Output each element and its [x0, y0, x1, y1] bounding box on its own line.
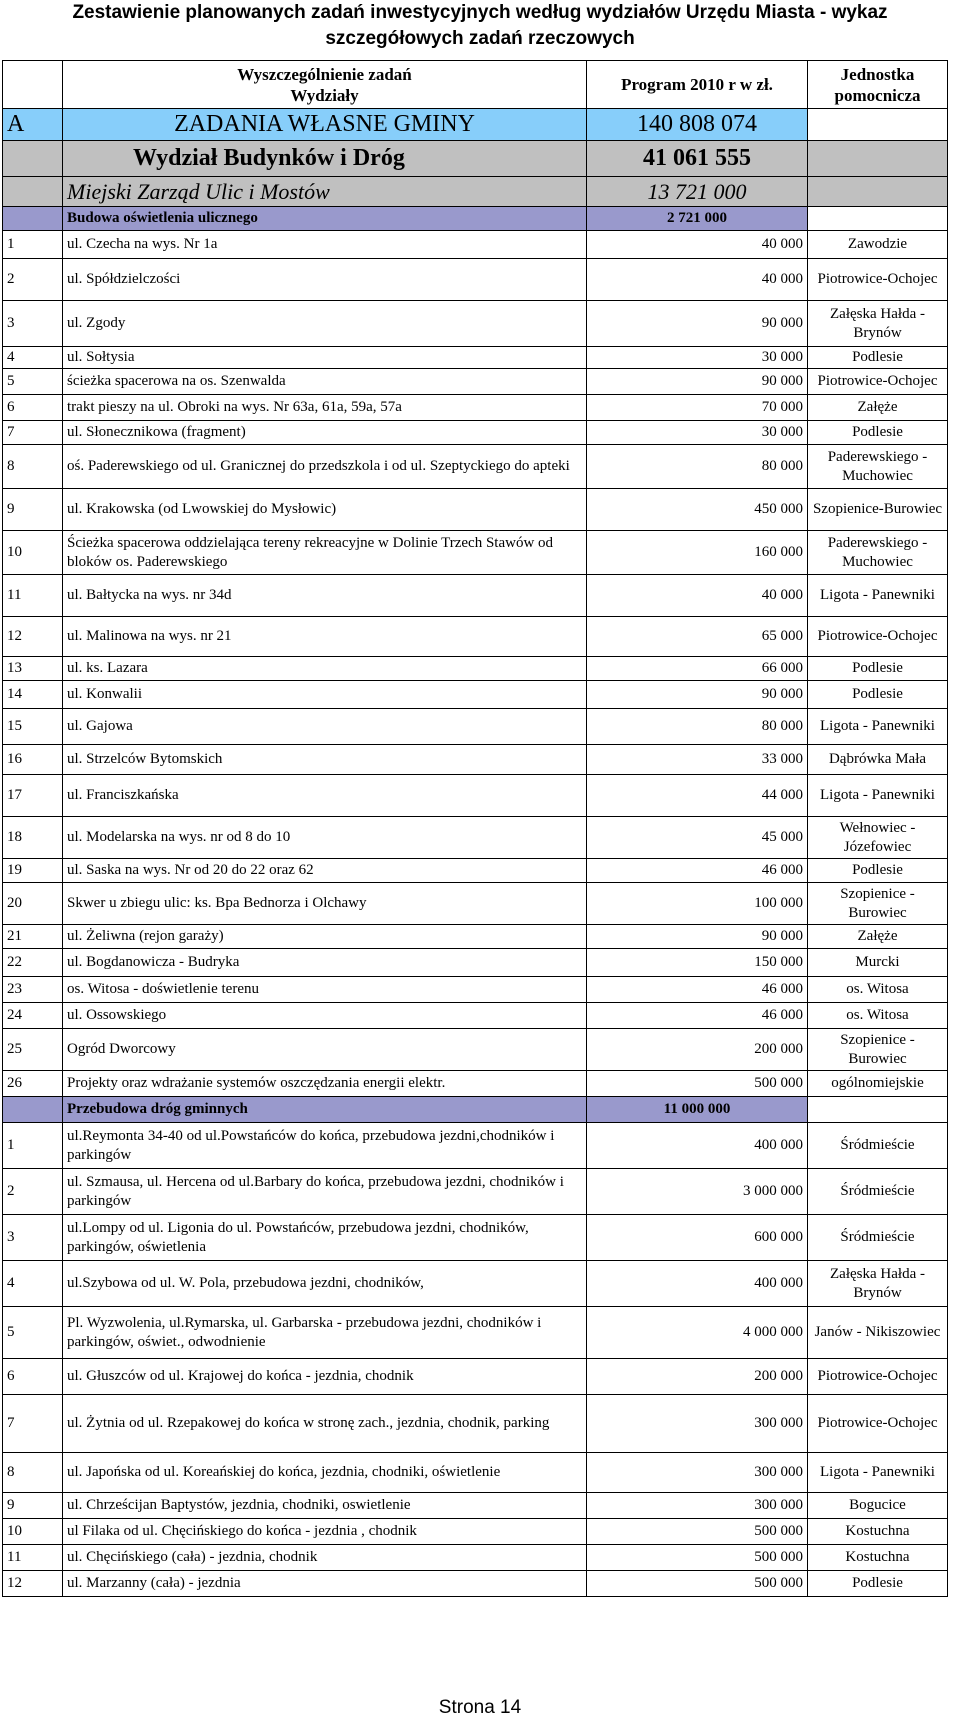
row-number: 22: [3, 949, 63, 977]
row-number: 15: [3, 709, 63, 745]
row-number: 12: [3, 617, 63, 657]
row-unit: Załęska Hałda - Brynów: [808, 1261, 948, 1307]
document-title: [0, 0, 960, 52]
title-line-1: Zestawienie planowanych zadań inwestycyjnych według wydziałów Urzędu Miasta - wykaz: [72, 2, 888, 23]
row-amount: 65 000: [587, 617, 808, 657]
department-unit-cell: [808, 141, 948, 177]
row-number: 1: [3, 231, 63, 259]
row-amount: 600 000: [587, 1215, 808, 1261]
row-amount: 160 000: [587, 531, 808, 575]
table-row: [3, 1493, 948, 1519]
row-number: 19: [3, 859, 63, 883]
row-number: 25: [3, 1029, 63, 1071]
section-amount: 140 808 074: [587, 109, 808, 141]
row-unit: Załęże: [808, 395, 948, 421]
row-unit: Śródmieście: [808, 1215, 948, 1261]
row-amount: 200 000: [587, 1359, 808, 1395]
table-row: [3, 681, 948, 709]
table-row: [3, 445, 948, 489]
table-row: [3, 1261, 948, 1307]
row-unit: Ligota - Panewniki: [808, 575, 948, 617]
row-amount: 300 000: [587, 1453, 808, 1493]
row-amount: 150 000: [587, 949, 808, 977]
section-unit-cell: [808, 109, 948, 141]
table-row: [3, 617, 948, 657]
row-description: ul. Chęcińskiego (cała) - jezdnia, chodnik: [63, 1545, 587, 1571]
table-row: [3, 1215, 948, 1261]
row-amount: 46 000: [587, 977, 808, 1003]
row-unit: Ligota - Panewniki: [808, 775, 948, 817]
page-number: Strona 14: [438, 1697, 522, 1718]
table-row: [3, 395, 948, 421]
row-description: Ogród Dworcowy: [63, 1029, 587, 1071]
table-row: [3, 531, 948, 575]
row-number: 2: [3, 1169, 63, 1215]
row-unit: Podlesie: [808, 859, 948, 883]
row-number: 5: [3, 369, 63, 395]
row-amount: 30 000: [587, 347, 808, 369]
table-row: [3, 1123, 948, 1169]
header-program-cell: Program 2010 r w zł.: [587, 61, 808, 109]
row-unit: Wełnowiec - Józefowiec: [808, 817, 948, 859]
subunit-unit-cell: [808, 177, 948, 207]
row-description: os. Witosa - doświetlenie terenu: [63, 977, 587, 1003]
row-amount: 400 000: [587, 1123, 808, 1169]
header-row: [3, 61, 948, 109]
row-description: ul. Krakowska (od Lwowskiej do Mysłowic): [63, 489, 587, 531]
row-number: 14: [3, 681, 63, 709]
row-unit: ogólnomiejskie: [808, 1071, 948, 1097]
row-description: ul. ks. Lazara: [63, 657, 587, 681]
row-description: ul. Głuszców od ul. Krajowej do końca - jezdnia, chodnik: [63, 1359, 587, 1395]
row-number: 18: [3, 817, 63, 859]
table-row: [3, 859, 948, 883]
row-number: 8: [3, 1453, 63, 1493]
investment-table: [2, 60, 948, 1597]
row-amount: 46 000: [587, 1003, 808, 1029]
row-number: 6: [3, 395, 63, 421]
row-unit: Szopienice-Burowiec: [808, 489, 948, 531]
row-number: 3: [3, 1215, 63, 1261]
subunit-name: Miejski Zarząd Ulic i Mostów: [63, 177, 587, 207]
row-number: 6: [3, 1359, 63, 1395]
row-number: 9: [3, 489, 63, 531]
row-description: Pl. Wyzwolenia, ul.Rymarska, ul. Garbarska - przebudowa jezdni, chodników i parkingów, oświet., odwodnienie: [63, 1307, 587, 1359]
row-description: ul. Marzanny (cała) - jezdnia: [63, 1571, 587, 1597]
table-row: [3, 1453, 948, 1493]
row-description: Ścieżka spacerowa oddzielająca tereny rekreacyjne w Dolinie Trzech Stawów od bloków os. Paderewskiego: [63, 531, 587, 575]
row-description: trakt pieszy na ul. Obroki na wys. Nr 63a, 61a, 59a, 57a: [63, 395, 587, 421]
row-amount: 80 000: [587, 709, 808, 745]
table-row: [3, 1169, 948, 1215]
row-number: 23: [3, 977, 63, 1003]
task-group-unit-cell: [808, 1097, 948, 1123]
row-unit: Załęże: [808, 925, 948, 949]
table-row: [3, 1519, 948, 1545]
row-unit: Zawodzie: [808, 231, 948, 259]
row-number: 10: [3, 1519, 63, 1545]
table-row: [3, 949, 948, 977]
row-unit: Piotrowice-Ochojec: [808, 1359, 948, 1395]
row-amount: 46 000: [587, 859, 808, 883]
row-description: ul. Czecha na wys. Nr 1a: [63, 231, 587, 259]
row-amount: 40 000: [587, 575, 808, 617]
row-amount: 80 000: [587, 445, 808, 489]
row-unit: Murcki: [808, 949, 948, 977]
row-number: 21: [3, 925, 63, 949]
table-row: [3, 745, 948, 775]
row-description: ul. Zgody: [63, 301, 587, 347]
row-amount: 4 000 000: [587, 1307, 808, 1359]
table-row: [3, 817, 948, 859]
table-row: [3, 301, 948, 347]
row-amount: 450 000: [587, 489, 808, 531]
row-unit: Kostuchna: [808, 1545, 948, 1571]
table-row: [3, 709, 948, 745]
row-unit: Podlesie: [808, 657, 948, 681]
row-unit: Śródmieście: [808, 1169, 948, 1215]
header-unit-cell: [808, 61, 948, 109]
section-letter: A: [3, 109, 63, 141]
row-unit: Podlesie: [808, 1571, 948, 1597]
row-description: ul. Sołtysia: [63, 347, 587, 369]
row-amount: 200 000: [587, 1029, 808, 1071]
row-amount: 45 000: [587, 817, 808, 859]
row-unit: Śródmieście: [808, 1123, 948, 1169]
task-group-amount: 11 000 000: [587, 1097, 808, 1123]
row-description: ul. Modelarska na wys. nr od 8 do 10: [63, 817, 587, 859]
section-row: [3, 109, 948, 141]
row-amount: 500 000: [587, 1571, 808, 1597]
row-amount: 500 000: [587, 1071, 808, 1097]
row-number: 2: [3, 259, 63, 301]
row-description: ul. Chrześcijan Baptystów, jezdnia, chodniki, oswietlenie: [63, 1493, 587, 1519]
row-description: ścieżka spacerowa na os. Szenwalda: [63, 369, 587, 395]
row-description: ul. Szmausa, ul. Hercena od ul.Barbary do końca, przebudowa jezdni, chodników i parkingów: [63, 1169, 587, 1215]
row-amount: 300 000: [587, 1493, 808, 1519]
row-number: 11: [3, 1545, 63, 1571]
row-amount: 500 000: [587, 1545, 808, 1571]
row-description: oś. Paderewskiego od ul. Granicznej do przedszkola i od ul. Szeptyckiego do apteki: [63, 445, 587, 489]
section-name: ZADANIA WŁASNE GMINY: [63, 109, 587, 141]
row-amount: 40 000: [587, 231, 808, 259]
row-unit: Dąbrówka Mała: [808, 745, 948, 775]
row-amount: 90 000: [587, 925, 808, 949]
row-description: ul. Bałtycka na wys. nr 34d: [63, 575, 587, 617]
table-row: [3, 775, 948, 817]
row-amount: 66 000: [587, 657, 808, 681]
row-unit: Piotrowice-Ochojec: [808, 617, 948, 657]
row-description: ul. Ossowskiego: [63, 1003, 587, 1029]
row-description: ul. Żeliwna (rejon garaży): [63, 925, 587, 949]
row-description: Projekty oraz wdrażanie systemów oszczędzania energii elektr.: [63, 1071, 587, 1097]
row-number: 4: [3, 347, 63, 369]
row-description: ul. Saska na wys. Nr od 20 do 22 oraz 62: [63, 859, 587, 883]
task-group-unit-cell: [808, 207, 948, 231]
table-row: [3, 231, 948, 259]
task-group-amount: 2 721 000: [587, 207, 808, 231]
table-row: [3, 1029, 948, 1071]
table-row: [3, 925, 948, 949]
row-amount: 100 000: [587, 883, 808, 925]
task-group-row: [3, 1097, 948, 1123]
subunit-row: [3, 177, 948, 207]
row-unit: Piotrowice-Ochojec: [808, 1395, 948, 1453]
table-row: [3, 575, 948, 617]
row-unit: os. Witosa: [808, 977, 948, 1003]
row-description: ul. Malinowa na wys. nr 21: [63, 617, 587, 657]
row-amount: 400 000: [587, 1261, 808, 1307]
row-amount: 90 000: [587, 681, 808, 709]
row-number: 3: [3, 301, 63, 347]
header-desc-cell: [63, 61, 587, 109]
row-number: 10: [3, 531, 63, 575]
row-amount: 33 000: [587, 745, 808, 775]
table-row: [3, 421, 948, 445]
row-description: ul. Franciszkańska: [63, 775, 587, 817]
department-num-cell: [3, 141, 63, 177]
row-amount: 40 000: [587, 259, 808, 301]
row-description: Skwer u zbiegu ulic: ks. Bpa Bednorza i Olchawy: [63, 883, 587, 925]
row-number: 20: [3, 883, 63, 925]
table-row: [3, 657, 948, 681]
row-description: ul.Reymonta 34-40 od ul.Powstańców do końca, przebudowa jezdni,chodników i parkingów: [63, 1123, 587, 1169]
table-row: [3, 259, 948, 301]
row-description: ul. Słonecznikowa (fragment): [63, 421, 587, 445]
row-amount: 44 000: [587, 775, 808, 817]
row-number: 16: [3, 745, 63, 775]
row-unit: Ligota - Panewniki: [808, 709, 948, 745]
table-row: [3, 883, 948, 925]
subunit-amount: 13 721 000: [587, 177, 808, 207]
row-description: ul.Szybowa od ul. W. Pola, przebudowa jezdni, chodników,: [63, 1261, 587, 1307]
row-description: ul. Żytnia od ul. Rzepakowej do końca w stronę zach., jezdnia, chodnik, parking: [63, 1395, 587, 1453]
row-number: 4: [3, 1261, 63, 1307]
task-group-num-cell: [3, 207, 63, 231]
header-unit-line-1: Jednostka: [840, 64, 915, 84]
table-row: [3, 977, 948, 1003]
header-desc-line-2: Wydziały: [290, 85, 359, 105]
row-number: 12: [3, 1571, 63, 1597]
task-group-row: [3, 207, 948, 231]
header-num-cell: [3, 61, 63, 109]
department-name: Wydział Budynków i Dróg: [63, 141, 587, 177]
row-number: 13: [3, 657, 63, 681]
row-unit: Podlesie: [808, 421, 948, 445]
row-description: ul. Gajowa: [63, 709, 587, 745]
table-row: [3, 347, 948, 369]
row-number: 7: [3, 1395, 63, 1453]
row-description: ul. Strzelców Bytomskich: [63, 745, 587, 775]
row-unit: Szopienice - Burowiec: [808, 883, 948, 925]
table-row: [3, 1395, 948, 1453]
row-description: ul. Japońska od ul. Koreańskiej do końca, jezdnia, chodniki, oświetlenie: [63, 1453, 587, 1493]
row-unit: os. Witosa: [808, 1003, 948, 1029]
table-row: [3, 1571, 948, 1597]
row-unit: Piotrowice-Ochojec: [808, 259, 948, 301]
task-group-name: Budowa oświetlenia ulicznego: [63, 207, 587, 231]
row-description: ul. Bogdanowicza - Budryka: [63, 949, 587, 977]
row-description: ul.Lompy od ul. Ligonia do ul. Powstańców, przebudowa jezdni, chodników, parkingów, oświetlenia: [63, 1215, 587, 1261]
row-unit: Kostuchna: [808, 1519, 948, 1545]
table-row: [3, 489, 948, 531]
table-row: [3, 369, 948, 395]
row-number: 5: [3, 1307, 63, 1359]
row-number: 7: [3, 421, 63, 445]
row-unit: Podlesie: [808, 347, 948, 369]
row-unit: Janów - Nikiszowiec: [808, 1307, 948, 1359]
row-unit: Bogucice: [808, 1493, 948, 1519]
row-amount: 30 000: [587, 421, 808, 445]
table-row: [3, 1307, 948, 1359]
row-number: 1: [3, 1123, 63, 1169]
row-amount: 70 000: [587, 395, 808, 421]
table-row: [3, 1359, 948, 1395]
row-number: 17: [3, 775, 63, 817]
row-unit: Paderewskiego - Muchowiec: [808, 531, 948, 575]
title-line-2: szczegółowych zadań rzeczowych: [325, 28, 635, 49]
row-unit: Ligota - Panewniki: [808, 1453, 948, 1493]
row-amount: 3 000 000: [587, 1169, 808, 1215]
row-unit: Paderewskiego - Muchowiec: [808, 445, 948, 489]
row-unit: Załęska Hałda - Brynów: [808, 301, 948, 347]
row-number: 8: [3, 445, 63, 489]
task-group-name: Przebudowa dróg gminnych: [63, 1097, 587, 1123]
subunit-num-cell: [3, 177, 63, 207]
header-unit-line-2: pomocnicza: [834, 85, 921, 105]
row-unit: Piotrowice-Ochojec: [808, 369, 948, 395]
row-amount: 90 000: [587, 369, 808, 395]
row-description: ul. Spółdzielczości: [63, 259, 587, 301]
department-row: [3, 141, 948, 177]
table-body: [3, 61, 948, 1597]
task-group-num-cell: [3, 1097, 63, 1123]
row-amount: 500 000: [587, 1519, 808, 1545]
row-number: 26: [3, 1071, 63, 1097]
table-row: [3, 1003, 948, 1029]
row-description: ul. Konwalii: [63, 681, 587, 709]
row-description: ul Filaka od ul. Chęcińskiego do końca - jezdnia , chodnik: [63, 1519, 587, 1545]
row-amount: 90 000: [587, 301, 808, 347]
department-amount: 41 061 555: [587, 141, 808, 177]
row-unit: Podlesie: [808, 681, 948, 709]
row-number: 24: [3, 1003, 63, 1029]
row-unit: Szopienice - Burowiec: [808, 1029, 948, 1071]
table-row: [3, 1071, 948, 1097]
row-number: 9: [3, 1493, 63, 1519]
row-number: 11: [3, 575, 63, 617]
header-desc-line-1: Wyszczególnienie zadań: [237, 64, 412, 84]
row-amount: 300 000: [587, 1395, 808, 1453]
table-row: [3, 1545, 948, 1571]
